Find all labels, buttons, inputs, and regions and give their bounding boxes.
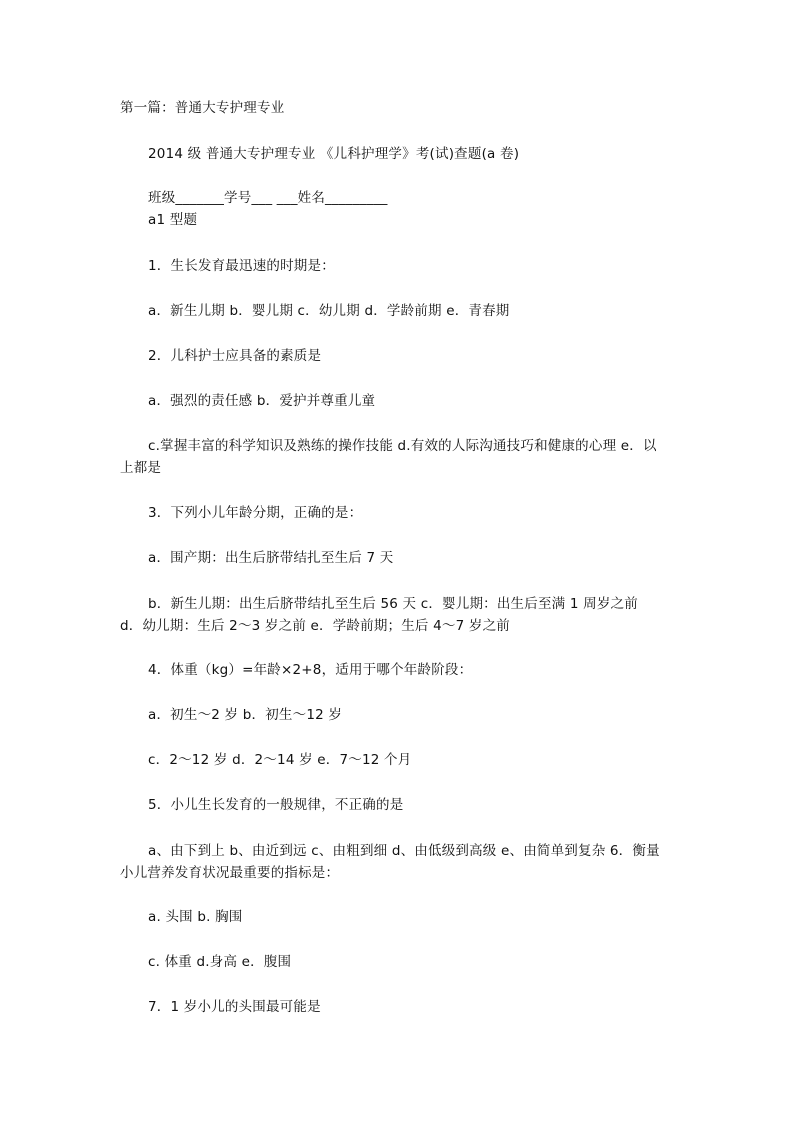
question-6-options-c-e: c. 体重 d.身高 e．腹围 [148,954,292,970]
question-7: 7．1 岁小儿的头围最可能是 [148,999,321,1015]
question-6-options-a-b: a. 头围 b. 胸围 [148,909,243,925]
question-1-options: a．新生儿期 b．婴儿期 c．幼儿期 d．学龄前期 e．青春期 [148,303,510,319]
question-3-option-a: a．围产期：出生后脐带结扎至生后 7 天 [148,550,394,566]
student-info: 班级_______学号___ ___姓名_________ [148,190,388,206]
question-2-options-a-b: a．强烈的责任感 b．爱护并尊重儿童 [148,393,376,409]
question-2: 2．儿科护士应具备的素质是 [148,348,322,364]
question-3-options-b-e: b．新生儿期：出生后脐带结扎至生后 56 天 c．婴儿期：出生后至满 1 周岁之前 d．幼儿期：生后 2～3 岁之前 e．学龄前期；生后 4～7 岁之前 [120,596,638,634]
question-5: 5．小儿生长发育的一般规律，不正确的是 [148,797,404,813]
question-2-options-c-e: c.掌握丰富的科学知识及熟练的操作技能 d.有效的人际沟通技巧和健康的心理 e．以上都是 [120,438,657,476]
exam-title: 2014 级 普通大专护理专业 《儿科护理学》考(试)查题(a 卷) [148,146,520,162]
question-5-options-and-question-6: a、由下到上 b、由近到远 c、由粗到细 d、由低级到高级 e、由简单到复杂 6．衡量小儿营养发育状况最重要的指标是： [120,843,660,881]
question-4-options-c-e: c．2～12 岁 d．2～14 岁 e．7～12 个月 [148,752,412,768]
question-3: 3．下列小儿年龄分期，正确的是： [148,505,363,521]
question-4-options-a-b: a．初生～2 岁 b．初生～12 岁 [148,707,343,723]
section-label: a1 型题 [148,212,198,228]
question-4: 4．体重（kg）=年龄×2+8，适用于哪个年龄阶段： [148,662,473,678]
question-1: 1．生长发育最迅速的时期是： [148,258,335,274]
document-heading: 第一篇：普通大专护理专业 [120,100,285,116]
